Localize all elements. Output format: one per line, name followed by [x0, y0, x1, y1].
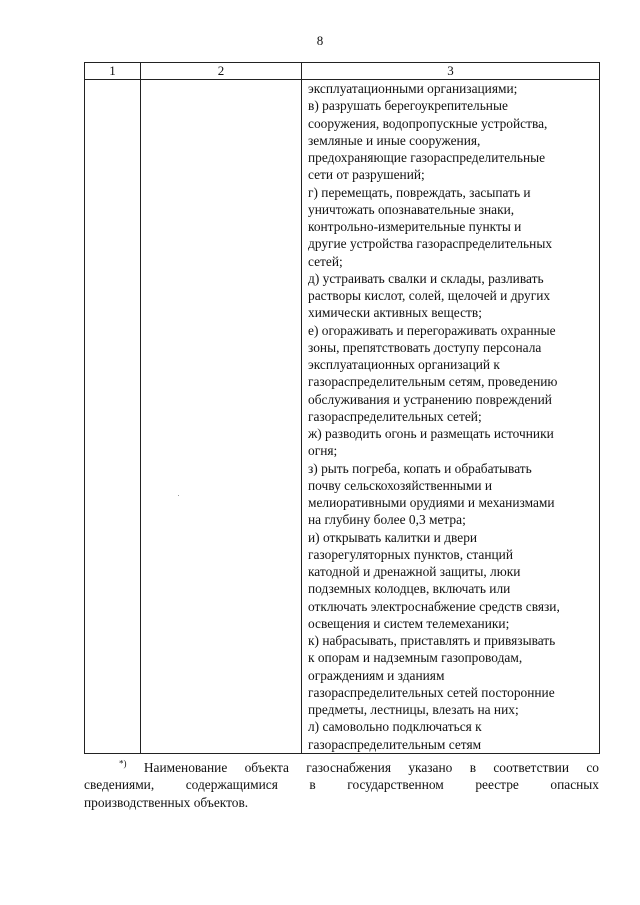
text-line: другие устройства газораспределительных	[308, 236, 553, 252]
table-cell-col3	[302, 80, 600, 754]
text-line: эксплуатационных организаций к	[308, 357, 500, 372]
text-line: з) рыть погреба, копать и обрабатывать	[308, 460, 532, 476]
text-line: сетей;	[308, 253, 343, 269]
column-header-1: 1	[85, 63, 141, 80]
footnote-marker: *)	[119, 758, 127, 769]
text-line: и) открывать калитки и двери	[308, 529, 478, 545]
text-line: сооружения, водопропускные устройства,	[308, 115, 548, 131]
text-line: отключать электроснабжение средств связи,	[308, 598, 560, 614]
text-line: предохраняющие газораспределительные	[308, 150, 546, 165]
text-line: контрольно-измерительные пункты и	[308, 219, 522, 234]
text-line: подземных колодцев, включать или	[308, 581, 511, 597]
footnote-line-text: Наименование объекта газоснабжения указано в соответствии со	[143, 760, 599, 775]
text-line: газораспределительных сетей посторонние	[308, 684, 555, 700]
text-line: эксплуатационными организациями;	[308, 81, 518, 96]
restrictions-text	[308, 80, 599, 753]
text-line: газораспределительным сетям	[308, 736, 482, 752]
text-line: уничтожать опознавательные знаки,	[308, 201, 515, 217]
scan-speck	[178, 495, 179, 496]
table-row	[85, 80, 600, 754]
text-line: почву сельскохозяйственными и	[308, 477, 493, 493]
footnote-line	[84, 759, 599, 776]
text-line: д) устраивать свалки и склады, разливать	[308, 270, 544, 286]
restrictions-table	[84, 62, 600, 754]
page-number: 8	[316, 33, 324, 48]
text-line: к) набрасывать, приставлять и привязывать	[308, 633, 556, 648]
text-line: ж) разводить огонь и размещать источники	[308, 426, 554, 441]
text-line: е) огораживать и перегораживать охранные	[308, 322, 556, 338]
text-line: сети от разрушений;	[308, 167, 425, 183]
text-line: зоны, препятствовать доступу персонала	[308, 339, 542, 355]
table-cell-col1	[85, 80, 141, 754]
text-line: огня;	[308, 443, 338, 459]
footnote-line: сведениями, содержащимися в государственном реестре опасных	[84, 777, 599, 793]
text-line: мелиоративными орудиями и механизмами	[308, 495, 555, 510]
column-header-3: 3	[302, 63, 600, 80]
text-line: газораспределительным сетям, проведению	[308, 374, 558, 390]
text-line: в) разрушать берегоукрепительные	[308, 98, 508, 114]
footnote	[84, 759, 599, 811]
text-line: растворы кислот, солей, щелочей и других	[308, 288, 551, 303]
text-line: ограждениям и зданиям	[308, 667, 445, 683]
text-line: химически активных веществ;	[308, 305, 482, 321]
text-line: катодной и дренажной защиты, люки	[308, 564, 521, 579]
text-line: газораспределительных сетей;	[308, 408, 482, 424]
text-line: предметы, лестницы, влезать на них;	[308, 702, 519, 717]
text-line: освещения и систем телемеханики;	[308, 615, 510, 631]
table-header-row	[85, 63, 600, 80]
text-line: к опорам и надземным газопроводам,	[308, 650, 523, 666]
table-cell-col2	[141, 80, 302, 754]
text-line: земляные и иные сооружения,	[308, 132, 481, 148]
column-header-2: 2	[141, 63, 302, 80]
footnote-line: производственных объектов.	[84, 794, 249, 810]
text-line: г) перемещать, повреждать, засыпать и	[308, 184, 531, 200]
text-line: на глубину более 0,3 метра;	[308, 512, 466, 528]
text-line: л) самовольно подключаться к	[308, 719, 482, 735]
text-line: газорегуляторных пунктов, станций	[308, 546, 514, 562]
text-line: обслуживания и устранению повреждений	[308, 391, 552, 407]
